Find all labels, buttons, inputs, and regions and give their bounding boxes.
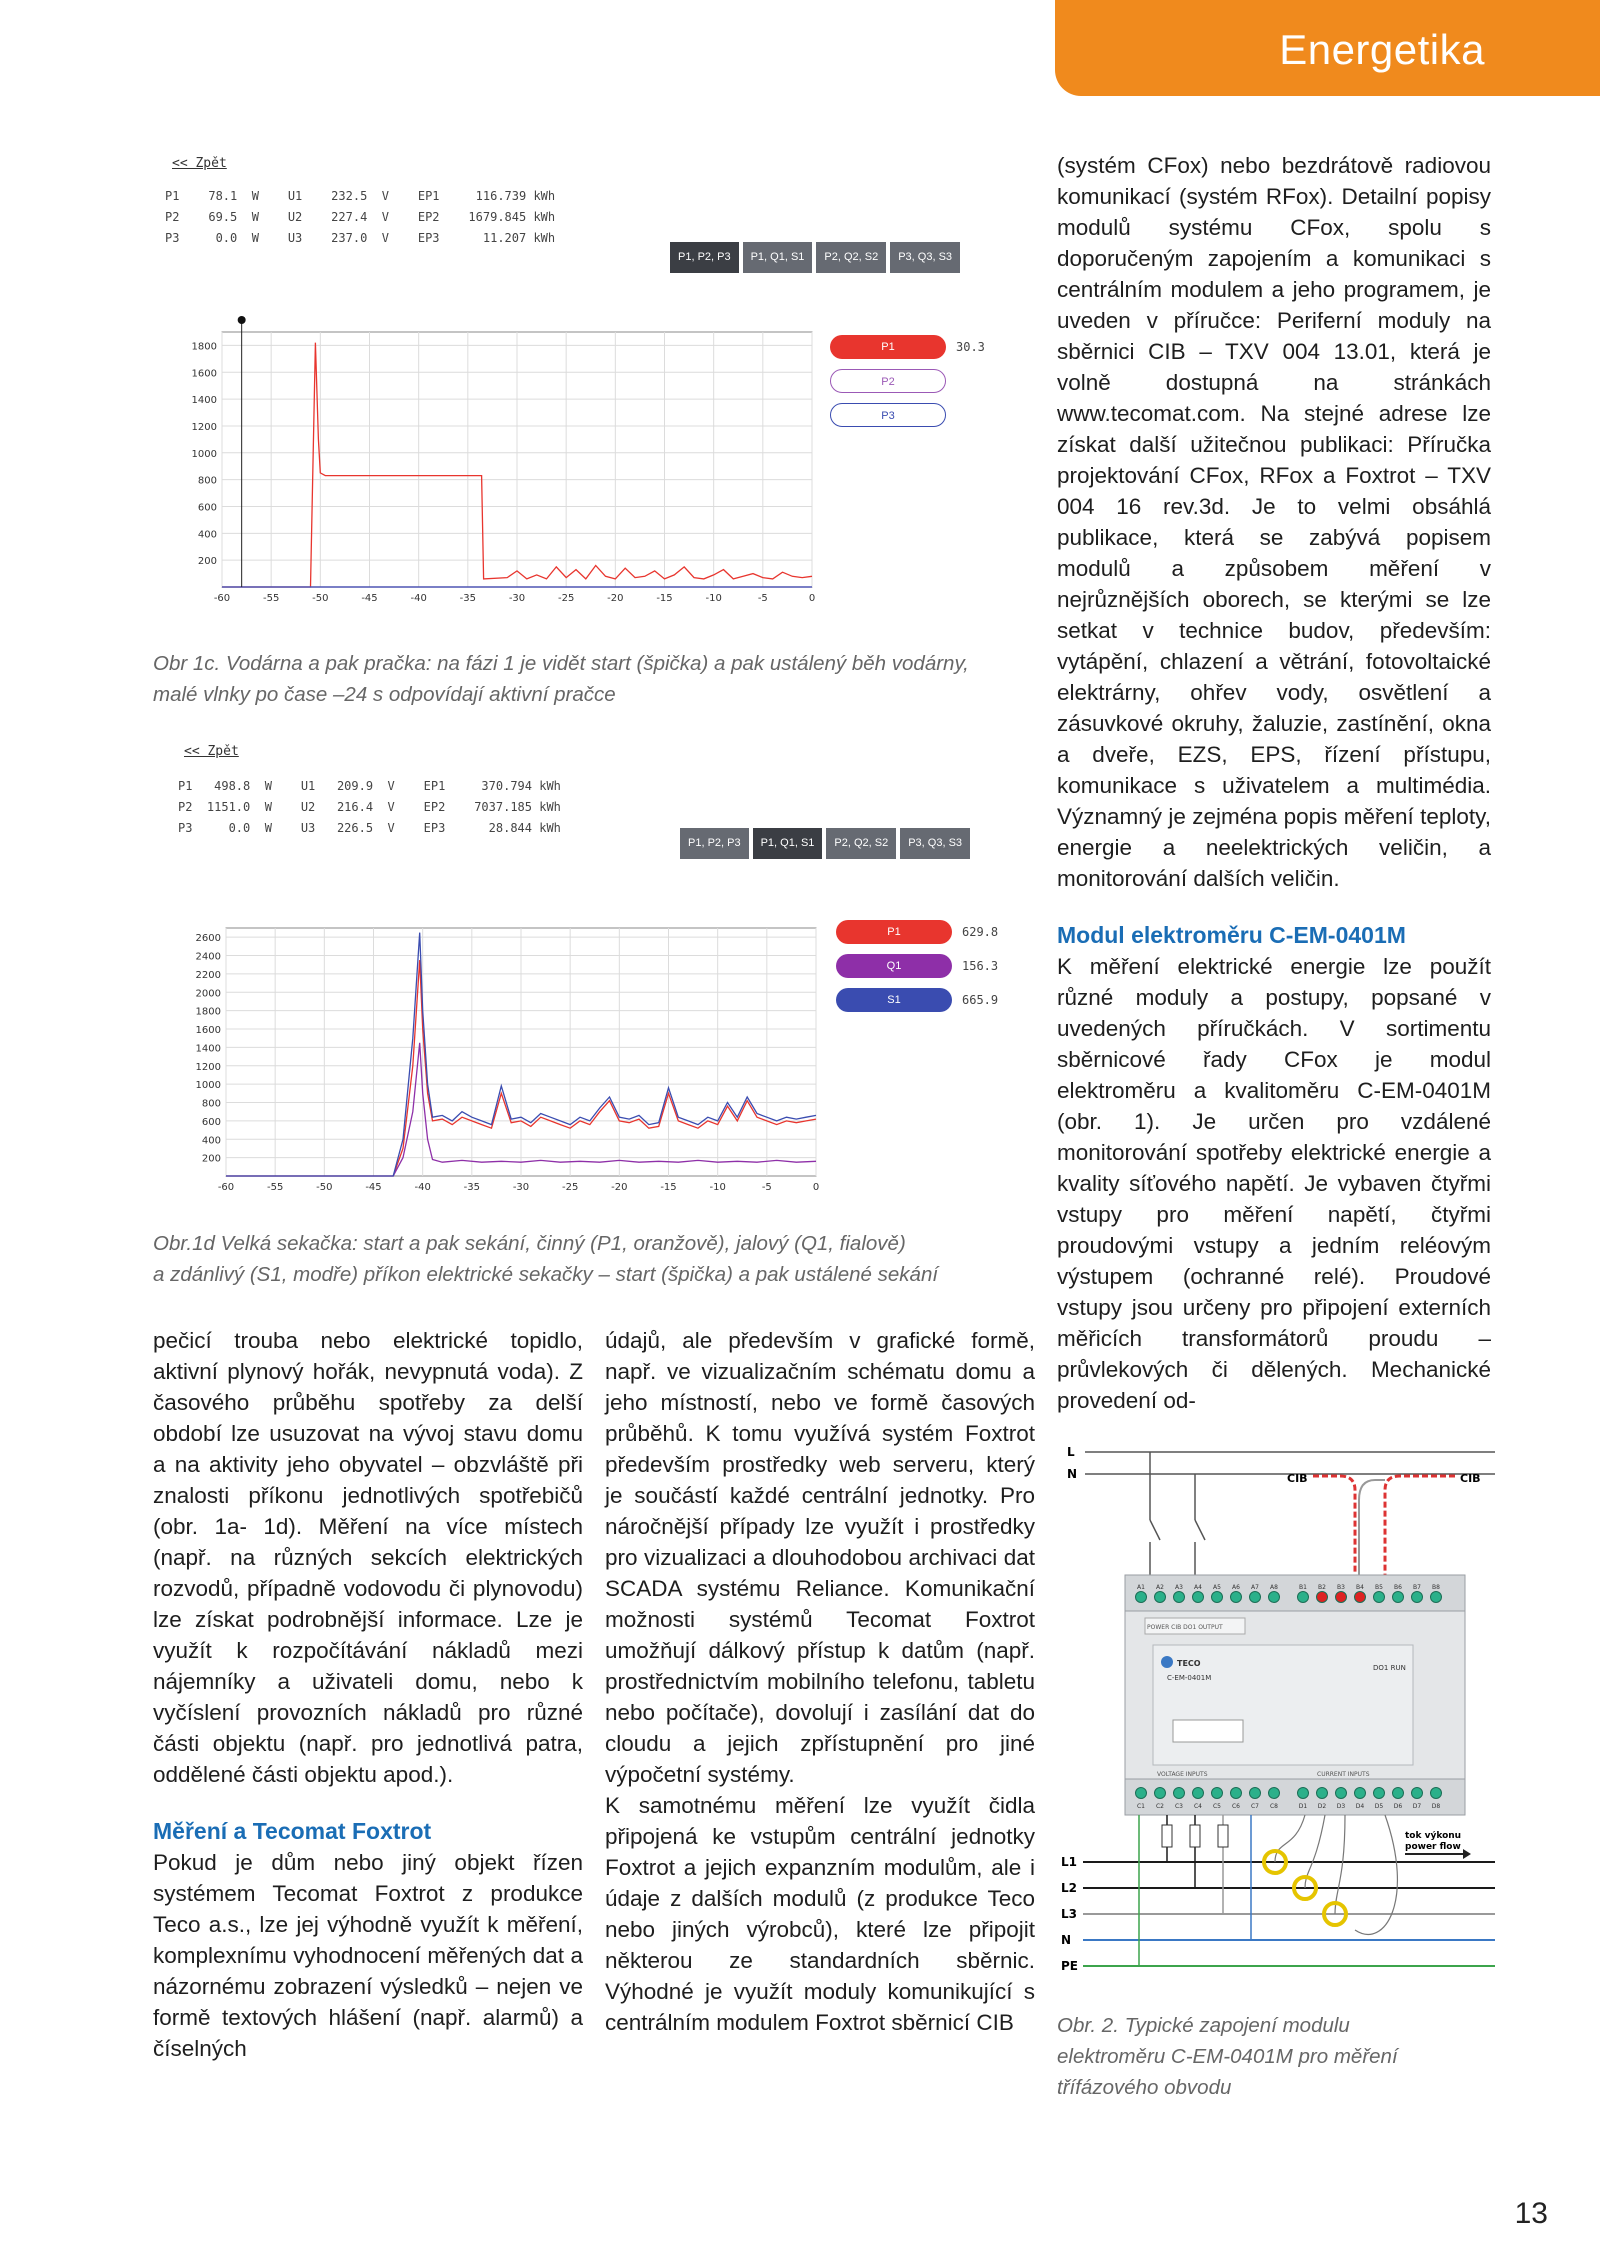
- terminal-screw: [1336, 1788, 1347, 1799]
- series-button[interactable]: P1, Q1, S1: [753, 828, 823, 859]
- y-tick-label: 1200: [195, 1061, 221, 1073]
- terminal-label: C7: [1250, 1803, 1260, 1810]
- legend-pill[interactable]: Q1: [836, 954, 952, 978]
- caption-line: Obr.1d Velká sekačka: start a pak sekání, činný (P1, oranžově), jalový (Q1, fialově): [153, 1232, 906, 1255]
- ct-wire: [1335, 1815, 1345, 1914]
- power-flow-label: [1405, 1831, 1464, 1852]
- legend-pill[interactable]: S1: [836, 988, 952, 1012]
- terminal-screw: [1155, 1592, 1166, 1603]
- terminal-screw: [1193, 1788, 1204, 1799]
- terminal-screw: [1174, 1788, 1185, 1799]
- fuse-icon: [1190, 1825, 1200, 1847]
- chart-1c: [150, 310, 830, 610]
- x-tick-label: -55: [266, 1182, 284, 1193]
- y-tick-label: 2000: [195, 988, 221, 1000]
- terminal-screw: [1412, 1592, 1423, 1603]
- terminal-label: A7: [1251, 1584, 1259, 1591]
- y-tick-label: 1400: [191, 395, 217, 407]
- readout-row: P3 0.0 W U3 237.0 V EP3 11.207 kWh: [165, 231, 556, 245]
- terminal-screw: [1231, 1592, 1242, 1603]
- terminal-screw: [1212, 1788, 1223, 1799]
- terminal-screw: [1431, 1788, 1442, 1799]
- terminal-label: A8: [1270, 1584, 1278, 1591]
- readout: [178, 776, 561, 839]
- series-button[interactable]: P1, P2, P3: [680, 828, 749, 859]
- x-tick-label: -45: [365, 1182, 382, 1193]
- y-tick-label: 1200: [191, 421, 217, 433]
- x-tick-label: -50: [316, 1182, 333, 1193]
- terminal-screw: [1193, 1592, 1204, 1603]
- terminal-screw: [1317, 1592, 1328, 1603]
- y-tick-label: 1000: [191, 448, 217, 460]
- terminal-screw: [1174, 1592, 1185, 1603]
- legend-value: 629.8: [962, 925, 999, 939]
- x-tick-label: -30: [512, 1182, 530, 1193]
- terminal-screw: [1250, 1788, 1261, 1799]
- chart-1d: [160, 918, 840, 1198]
- y-tick-label: 1800: [191, 341, 217, 353]
- terminal-label: C2: [1155, 1803, 1165, 1810]
- x-tick-label: -50: [312, 593, 329, 604]
- y-tick-label: 200: [201, 1153, 221, 1165]
- terminal-screw: [1431, 1592, 1442, 1603]
- series-button[interactable]: P3, Q3, S3: [890, 242, 960, 273]
- ct-wire: [1355, 1815, 1397, 1934]
- column-3: [1057, 150, 1491, 1416]
- label-l: L: [1067, 1445, 1075, 1459]
- brand-label: TECO: [1177, 1659, 1201, 1668]
- x-tick-label: -5: [757, 593, 768, 604]
- terminal-label: C8: [1269, 1803, 1279, 1810]
- label-n: N: [1067, 1467, 1078, 1481]
- terminal-label: C4: [1193, 1803, 1203, 1810]
- x-tick-label: -10: [705, 593, 722, 604]
- x-tick-label: -40: [414, 1182, 431, 1193]
- caption-line: a zdánlivý (S1, modře) příkon elektrické sekačky – start (špička) a pak ustálené sekání: [153, 1263, 939, 1286]
- section-title: Energetika: [1279, 26, 1485, 73]
- terminal-screw: [1231, 1788, 1242, 1799]
- ct-wire: [1275, 1815, 1305, 1862]
- terminal-label: B3: [1337, 1584, 1345, 1591]
- caption-line: elektroměru C-EM-0401M pro měření: [1057, 2045, 1398, 2068]
- terminal-screw: [1355, 1592, 1366, 1603]
- label-pe: PE: [1061, 1959, 1078, 1973]
- readout-row: P2 1151.0 W U2 216.4 V EP2 7037.185 kWh: [178, 800, 561, 814]
- y-tick-label: 800: [197, 475, 217, 487]
- terminal-screw: [1336, 1592, 1347, 1603]
- caption-1c: Obr 1c. Vodárna a pak pračka: na fázi 1 je vidět start (špička) a pak ustálený běh vodárny, malé vlnky po čase –24 s odpovídají aktivní pračce: [153, 652, 969, 706]
- cib-wire: [1359, 1480, 1385, 1575]
- legend-value: 156.3: [962, 959, 999, 973]
- y-tick-label: 2200: [195, 969, 221, 981]
- terminal-label: B5: [1375, 1584, 1383, 1591]
- power-flow-line: power flow: [1405, 1842, 1461, 1852]
- y-tick-label: 1600: [195, 1025, 221, 1037]
- x-tick-label: 0: [812, 1182, 820, 1193]
- terminal-label: A3: [1175, 1584, 1183, 1591]
- y-tick-label: 400: [201, 1135, 221, 1147]
- readout-row: P2 69.5 W U2 227.4 V EP2 1679.845 kWh: [165, 210, 556, 224]
- terminal-label: A6: [1232, 1584, 1240, 1591]
- y-tick-label: 1600: [191, 368, 217, 380]
- fuse-icon: [1218, 1825, 1228, 1847]
- terminal-screw: [1374, 1788, 1385, 1799]
- terminal-label: B7: [1413, 1584, 1421, 1591]
- y-tick-label: 2400: [195, 951, 221, 963]
- terminal-label: B4: [1356, 1584, 1364, 1591]
- series-button-bar: [680, 828, 970, 859]
- terminal-label: B8: [1432, 1584, 1440, 1591]
- terminal-label: D1: [1298, 1803, 1308, 1810]
- breaker: [1150, 1520, 1160, 1540]
- terminal-screw: [1212, 1592, 1223, 1603]
- terminal-label: C5: [1212, 1803, 1222, 1810]
- do1-run-label: DO1 RUN: [1373, 1664, 1406, 1672]
- paragraph: K samotnému měření lze využít čidla připojená ke vstupům centrální jednotky Foxtrot a jejich expanzním modulům, ale i údaje z dalších modulů (z produkce Teco nebo jiných výrobců), které lze připojit některou ze standardních sběrnic. Výhodné je využít moduly komunikující s centrálním modulem Foxtrot sběrnicí CIB: [605, 1793, 1035, 2035]
- column-1: [153, 1325, 583, 2064]
- y-tick-label: 1400: [195, 1043, 221, 1055]
- page-number: 13: [1514, 2197, 1548, 2230]
- voltage-inputs-label: VOLTAGE INPUTS: [1157, 1771, 1208, 1778]
- fuse-icon: [1162, 1825, 1172, 1847]
- x-tick-label: -40: [410, 593, 427, 604]
- terminal-label: C1: [1136, 1803, 1146, 1810]
- logo-icon: [1161, 1656, 1173, 1668]
- terminal-label: A5: [1213, 1584, 1221, 1591]
- legend-value: 665.9: [962, 993, 999, 1007]
- series-button[interactable]: P1, P2, P3: [670, 242, 739, 273]
- series-button-bar: [670, 242, 960, 273]
- terminal-label: D4: [1355, 1803, 1365, 1810]
- paragraph: pečicí trouba nebo elektrické topidlo, aktivní plynový hořák, nevypnutá voda). Z časového průběhu spotřeby za delší období lze usuzovat na vývoj stavu domu a na aktivity jeho obyvatel – obzvláště při znalosti příkonu jednotlivých spotřebičů (obr. 1a- 1d). Měření na více místech (např. na různých sekcích elektrických rozvodů, případně vodovodu či plynovodu) lze získat podrobnější informace. Lze je využít k rozpočítávání nákladů mezi nájemníky a uživateli domu, nebo k vyčíslení provozních nákladů pro různé části objektu (např. pro jednotlivá patra, oddělené části objektu apod.).: [153, 1328, 583, 1787]
- current-inputs-label: CURRENT INPUTS: [1317, 1771, 1370, 1778]
- section-heading: Měření a Tecomat Foxtrot: [153, 1818, 432, 1844]
- terminal-label: D8: [1431, 1803, 1441, 1810]
- legend-pill[interactable]: P1: [830, 335, 946, 359]
- x-tick-label: -25: [561, 1182, 579, 1193]
- paragraph: K měření elektrické energie lze použít různé moduly a postupy, popsané v uvedených příručkách. V sortimentu sběrnicové řady CFox je modul elektroměru a kvalitoměru C-EM-0401M (obr. 1). Je určen pro vzdálené monitorování spotřeby elektrické energie a kvality síťového napětí. Je vybaven čtyřmi vstupy pro měření napětí, čtyřmi proudovými vstupy a jedním reléovým výstupem (ochranné relé). Proudové vstupy jsou určeny pro připojení externích měřicích transformátorů proudu – průvlekových či dělených. Mechanické provedení od-: [1057, 954, 1491, 1413]
- readout: [165, 186, 555, 249]
- figure-1d: [160, 738, 1030, 1198]
- wiring-diagram: [1055, 1430, 1495, 1990]
- section-tab: [1055, 0, 1600, 96]
- terminal-screw: [1250, 1592, 1261, 1603]
- x-tick-label: -35: [463, 1182, 481, 1193]
- terminal-label: A4: [1194, 1584, 1202, 1591]
- y-tick-label: 600: [201, 1116, 221, 1128]
- x-tick-label: -15: [660, 1182, 677, 1193]
- back-link[interactable]: << Zpět: [172, 156, 227, 171]
- terminal-label: B2: [1318, 1584, 1326, 1591]
- cib-wire: [1385, 1476, 1455, 1575]
- back-link[interactable]: << Zpět: [184, 744, 239, 759]
- terminal-screw: [1374, 1592, 1385, 1603]
- terminal-label: C3: [1174, 1803, 1184, 1810]
- paragraph: údajů, ale především v grafické formě, např. ve vizualizačním schématu domu a jeho místností, nebo ve formě časových průběhů. K tomu využívá systém Foxtrot především prostředky web serveru, který je součástí každé centrální jednotky. Pro náročnější případy lze využít i prostředky pro vizualizaci a dlouhodobou archivaci dat SCADA systému Reliance. Komunikační možnosti systémů Tecomat Foxtrot umožňují dálkový přístup k datům (např. prostřednictvím mobilního telefonu, tabletu nebo počítače), dovolují i zasílání dat do cloudu a jejich zpřístupnění pro jiné výpočetní systémy.: [605, 1328, 1035, 1787]
- x-tick-label: -10: [709, 1182, 726, 1193]
- x-tick-label: -45: [361, 593, 378, 604]
- x-tick-label: 0: [808, 593, 816, 604]
- caption-2: [1057, 2010, 1497, 2103]
- terminal-screw: [1136, 1788, 1147, 1799]
- caption-line: Obr. 2. Typické zapojení modulu: [1057, 2014, 1350, 2037]
- terminal-screw: [1269, 1788, 1280, 1799]
- display-window: [1173, 1720, 1243, 1742]
- terminal-screw: [1393, 1788, 1404, 1799]
- x-tick-label: -20: [607, 593, 624, 604]
- paragraph: Pokud je dům nebo jiný objekt řízen systémem Tecomat Foxtrot z produkce Teco a.s., lze jej výhodně využít k měření, komplexnímu vyhodnocení měřených dat a názornému zobrazení výsledků – nejen ve formě textových hlášení (např. alarmů) a číselných: [153, 1850, 583, 2061]
- terminal-screw: [1355, 1788, 1366, 1799]
- model-label: C-EM-0401M: [1167, 1674, 1212, 1682]
- x-tick-label: -55: [262, 593, 280, 604]
- y-tick-label: 200: [197, 556, 217, 568]
- x-tick-label: -60: [213, 593, 231, 604]
- y-tick-label: 2600: [195, 933, 221, 945]
- terminal-label: D3: [1336, 1803, 1346, 1810]
- terminal-screw: [1393, 1592, 1404, 1603]
- terminal-label: D2: [1317, 1803, 1327, 1810]
- label-n2: N: [1061, 1933, 1072, 1947]
- cursor-dot: [238, 316, 246, 324]
- terminal-label: D7: [1412, 1803, 1422, 1810]
- x-tick-label: -25: [557, 593, 575, 604]
- x-tick-label: -20: [611, 1182, 628, 1193]
- x-tick-label: -60: [217, 1182, 235, 1193]
- terminal-label: D5: [1374, 1803, 1384, 1810]
- terminal-label: C6: [1231, 1803, 1241, 1810]
- y-tick-label: 1000: [195, 1080, 221, 1092]
- series-button[interactable]: P2, Q2, S2: [826, 828, 896, 859]
- caption-line: třífázového obvodu: [1057, 2076, 1232, 2099]
- series-button[interactable]: P3, Q3, S3: [900, 828, 970, 859]
- section-heading: Modul elektroměru C-EM-0401M: [1057, 922, 1406, 948]
- legend-value: 30.3: [956, 340, 985, 354]
- terminal-label: D6: [1393, 1803, 1403, 1810]
- terminal-screw: [1412, 1788, 1423, 1799]
- terminal-screw: [1317, 1788, 1328, 1799]
- x-tick-label: -30: [508, 593, 526, 604]
- terminal-label: A2: [1156, 1584, 1164, 1591]
- terminal-screw: [1298, 1592, 1309, 1603]
- figure-1c: [150, 150, 1020, 610]
- legend-pill[interactable]: P3: [830, 403, 946, 427]
- x-tick-label: -15: [656, 593, 673, 604]
- readout-row: P1 498.8 W U1 209.9 V EP1 370.794 kWh: [178, 779, 561, 793]
- power-flow-line: tok výkonu: [1405, 1831, 1462, 1841]
- y-tick-label: 800: [201, 1098, 221, 1110]
- caption-1d: [153, 1228, 1033, 1290]
- label-l2: L2: [1061, 1881, 1077, 1895]
- y-tick-label: 400: [197, 529, 217, 541]
- terminal-label: B6: [1394, 1584, 1402, 1591]
- terminal-screw: [1298, 1788, 1309, 1799]
- terminal-label: B1: [1299, 1584, 1307, 1591]
- column-2: [605, 1325, 1035, 2038]
- cib-wire: [1313, 1476, 1355, 1575]
- series-button[interactable]: P2, Q2, S2: [816, 242, 886, 273]
- label-l1: L1: [1061, 1855, 1077, 1869]
- top-small-label: POWER CIB DO1 OUTPUT: [1147, 1624, 1223, 1631]
- label-l3: L3: [1061, 1907, 1077, 1921]
- terminal-screw: [1136, 1592, 1147, 1603]
- readout-row: P1 78.1 W U1 232.5 V EP1 116.739 kWh: [165, 189, 556, 203]
- terminal-screw: [1155, 1788, 1166, 1799]
- breaker: [1195, 1520, 1205, 1540]
- series-button[interactable]: P1, Q1, S1: [743, 242, 813, 273]
- x-tick-label: -5: [761, 1182, 772, 1193]
- label-cib: CIB: [1287, 1472, 1308, 1485]
- terminal-label: A1: [1137, 1584, 1145, 1591]
- y-tick-label: 1800: [195, 1006, 221, 1018]
- legend-pill[interactable]: P1: [836, 920, 952, 944]
- terminal-screw: [1269, 1592, 1280, 1603]
- legend-pill[interactable]: P2: [830, 369, 946, 393]
- paragraph: (systém CFox) nebo bezdrátově radiovou komunikací (systém RFox). Detailní popisy modulů systému CFox, spolu s doporučeným zapojením a komunikaci s centrálním modulem a jeho programem, je uveden v příručce: Periferní moduly na sběrnici CIB – TXV 004 13.01, která je volně dostupná na stránkách www.tecomat.com. Na stejné adrese lze získat další užitečnou publikaci: Příručka projektování CFox, RFox a Foxtrot – TXV 004 16 rev.3d. Je to velmi obsáhlá publikace, která se zabývá popisem modulů a způsobem měření v nejrůznějších oborech, se kterými se lze setkat v technice budov, především: vytápění, chlazení a větrání, fotovoltaické elektrárny, ohřev vody, osvětlení a zásuvkové okruhy, žaluzie, zastínění, okna a dveře, EZS, EPS, řízení přístupu, komunikace s uživatelem a multimédia. Významný je zejména popis měření teploty, energie a neelektrických veličin, a monitorování dalších veličin.: [1057, 153, 1491, 891]
- y-tick-label: 600: [197, 502, 217, 514]
- arrow-head-icon: [1463, 1849, 1471, 1859]
- readout-row: P3 0.0 W U3 226.5 V EP3 28.844 kWh: [178, 821, 561, 835]
- x-tick-label: -35: [459, 593, 477, 604]
- label-cib: CIB: [1460, 1472, 1481, 1485]
